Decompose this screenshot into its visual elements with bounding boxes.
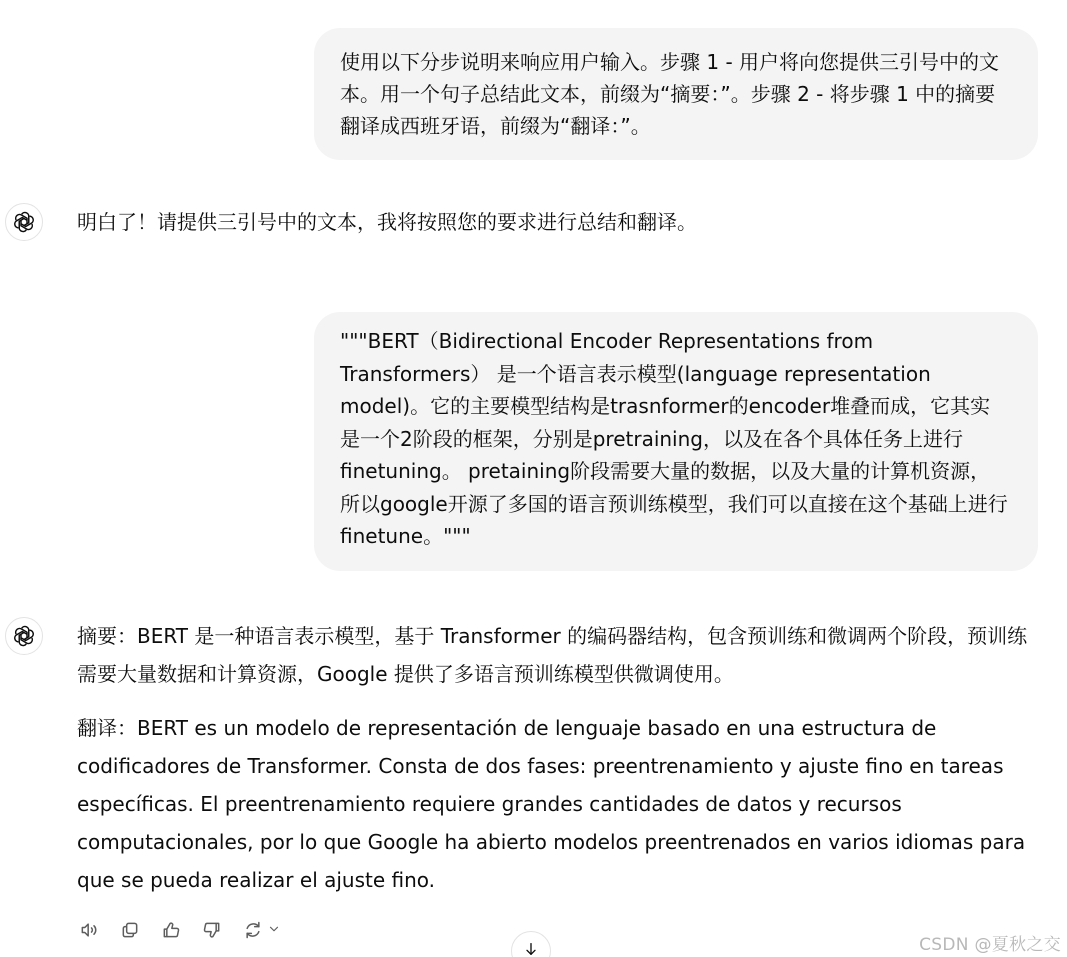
user-message (314, 312, 1038, 571)
chevron-down-icon (267, 922, 281, 936)
thumbs-up-icon (161, 920, 181, 940)
assistant-avatar (5, 203, 43, 241)
openai-logo-icon (13, 625, 35, 647)
thumbs-down-icon (202, 920, 222, 940)
translation-paragraph: 翻译：BERT es un modelo de representación de lenguaje basado en una estructura de codificadores de Transformer. Consta de dos fases: preentrenamiento y ajuste fino en tareas específicas. El preentrenamiento requiere grandes cantidades de datos y recursos computacionales, por lo que Google ha abierto modelos preentrenados en varios idiomas para que se pueda realizar el ajuste fino. (77, 716, 1026, 892)
regenerate-icon-wrap (241, 918, 265, 942)
speaker-icon (79, 920, 99, 940)
summary-paragraph: 摘要：BERT 是一种语言表示模型，基于 Transformer 的编码器结构，包含预训练和微调两个阶段，预训练需要大量数据和计算资源，Google 提供了多语言预训练模型供微调使用。 (77, 624, 1028, 686)
model-switch-toggle[interactable] (267, 921, 281, 940)
bad-response-button[interactable] (200, 918, 224, 942)
copy-button[interactable] (118, 918, 142, 942)
scroll-to-bottom-button[interactable] (511, 931, 551, 957)
message-action-bar (77, 917, 281, 943)
regenerate-icon (243, 920, 263, 940)
assistant-message-text: 明白了！请提供三引号中的文本，我将按照您的要求进行总结和翻译。 (77, 210, 697, 234)
arrow-down-icon (523, 941, 539, 957)
good-response-button[interactable] (159, 918, 183, 942)
openai-logo-icon (13, 211, 35, 233)
regenerate-button[interactable] (241, 918, 281, 942)
assistant-message (77, 203, 1037, 241)
watermark: CSDN @夏秋之交 (919, 935, 1061, 955)
assistant-message (77, 617, 1037, 899)
copy-icon (120, 920, 140, 940)
user-message (314, 28, 1038, 160)
user-message-text: 使用以下分步说明来响应用户输入。步骤 1 - 用户将向您提供三引号中的文本。用一个句子总结此文本，前缀为“摘要：”。步骤 2 - 将步骤 1 中的摘要翻译成西班牙语，前缀为“翻译：”。 (340, 50, 1000, 138)
assistant-avatar (5, 617, 43, 655)
read-aloud-button[interactable] (77, 918, 101, 942)
user-message-text: """BERT（Bidirectional Encoder Representations from Transformers） 是一个语言表示模型(language representation model)。它的主要模型结构是trasnformer的encoder堆叠而成，它其实是一个2阶段的框架，分别是pretraining，以及在各个具体任务上进行finetuning。 pretaining阶段需要大量的数据，以及大量的计算机资源，所以google开源了多国的语言预训练模型，我们可以直接在这个基础上进行finetune。""" (340, 329, 1008, 548)
